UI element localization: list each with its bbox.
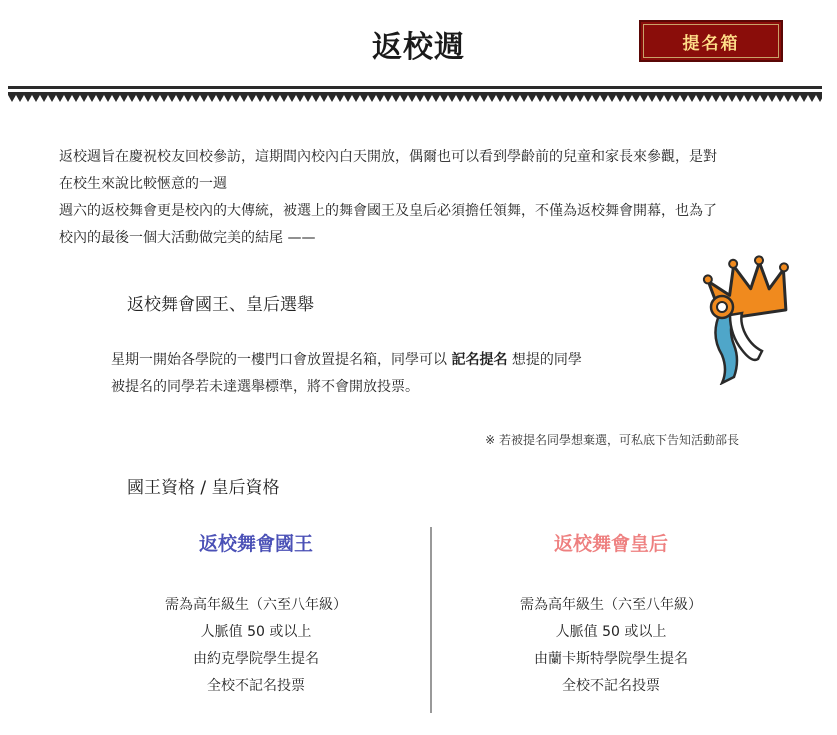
- queen-requirements: [441, 592, 781, 700]
- qualifications-heading: 國王資格 / 皇后資格: [127, 478, 280, 498]
- list-item: 由蘭卡斯特學院學生提名: [534, 651, 688, 667]
- king-title: 返校舞會國王: [198, 533, 313, 555]
- crown-ribbon-icon: [700, 255, 800, 385]
- decorative-border: [8, 86, 822, 106]
- list-item: 全校不記名投票: [562, 678, 660, 694]
- list-item: 需為高年級生（六至八年級）: [165, 597, 347, 613]
- withdrawal-note: ※ 若被提名同學想棄選，可私底下告知活動部長: [485, 433, 739, 447]
- nomination-box-button[interactable]: 提名箱: [639, 20, 783, 62]
- intro-paragraph-2: 週六的返校舞會更是校內的大傳統，被選上的舞會國王及皇后必須擔任領舞，不僅為返校舞會開幕，也為了校內的最後一個大活動做完美的結尾 ——: [59, 203, 717, 246]
- election-line-2: 被提名的同學若未達選舉標準，將不會開放投票。: [111, 379, 419, 395]
- election-heading: 返校舞會國王、皇后選舉: [127, 295, 314, 315]
- list-item: 全校不記名投票: [207, 678, 305, 694]
- list-item: 由約克學院學生提名: [193, 651, 319, 667]
- list-item: 需為高年級生（六至八年級）: [520, 597, 702, 613]
- election-line-1-text: 星期一開始各學院的一樓門口會放置提名箱，同學可以: [111, 352, 452, 368]
- intro-paragraph-1: 返校週旨在慶祝校友回校參訪，這期間內校內白天開放，偶爾也可以看到學齡前的兒童和家長來參觀，是對在校生來說比較愜意的一週: [59, 149, 717, 192]
- intro-text: [59, 144, 729, 252]
- election-line-1: [111, 347, 582, 374]
- king-qualifications: [86, 528, 426, 700]
- list-item: 人脈值 50 或以上: [555, 624, 667, 640]
- page-title: 返校週: [372, 30, 465, 65]
- column-divider: [430, 527, 432, 713]
- election-emphasis: 記名提名: [451, 352, 508, 368]
- election-line-1-tail: 想提的同學: [507, 352, 582, 368]
- election-description: [111, 347, 582, 401]
- list-item: 人脈值 50 或以上: [200, 624, 312, 640]
- king-requirements: [86, 592, 426, 700]
- queen-qualifications: [441, 528, 781, 700]
- queen-title: 返校舞會皇后: [553, 533, 668, 555]
- page-header: [0, 0, 837, 110]
